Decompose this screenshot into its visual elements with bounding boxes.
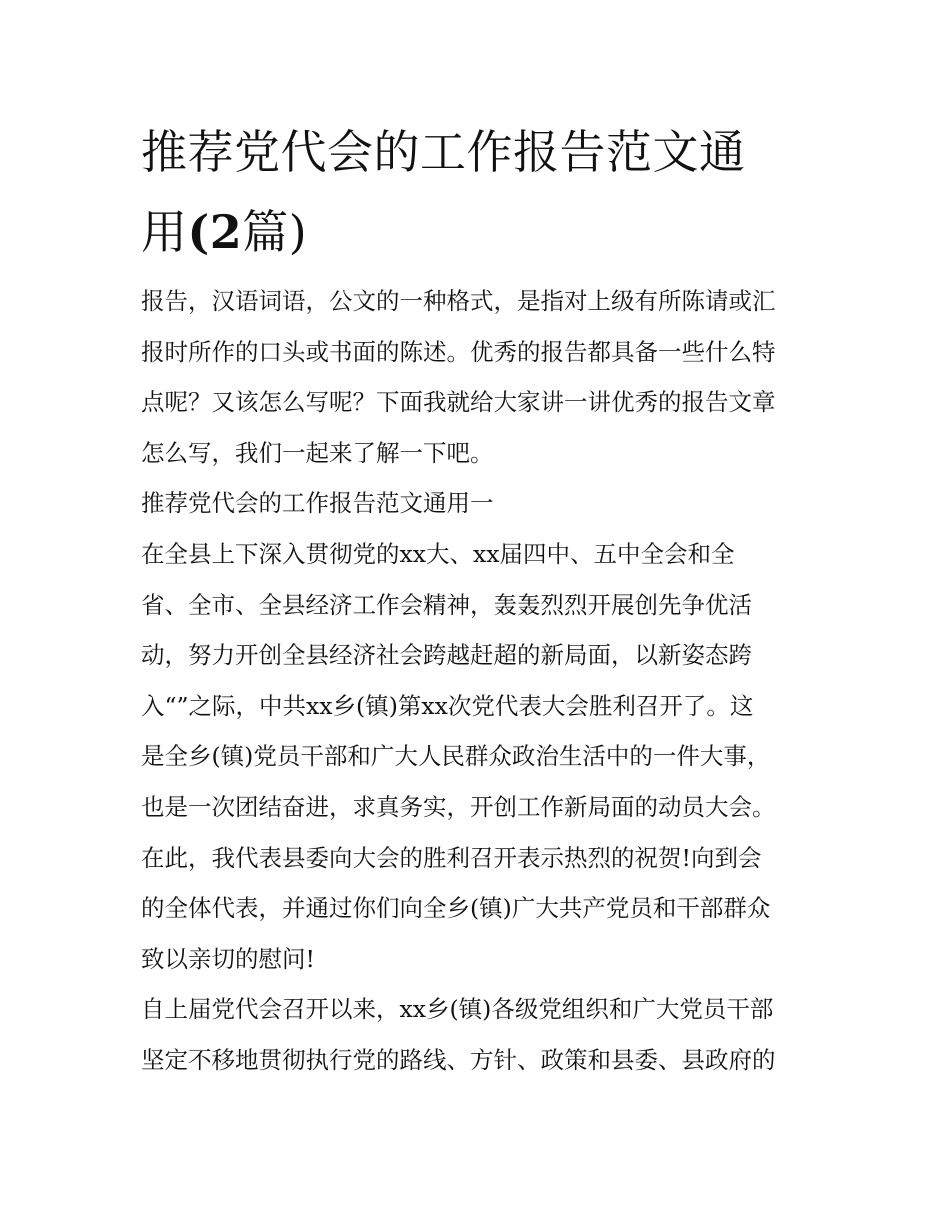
paragraph-line: 是全乡(镇)党员干部和广大人民群众政治生活中的一件大事， [141,742,771,771]
paragraph-line: 怎么写，我们一起来了解一下吧。 [141,438,494,467]
paragraph-line: 在此，我代表县委向大会的胜利召开表示热烈的祝贺!向到会 [141,843,762,872]
paragraph-line: 也是一次团结奋进，求真务实，开创工作新局面的动员大会。 [141,792,776,821]
paragraph-line: 致以亲切的慰问! [141,944,315,973]
paragraph-line: 报告，汉语词语，公文的一种格式，是指对上级有所陈请或汇 [141,287,776,315]
title-line-2-number: (2 [187,205,243,259]
paragraph-line: 省、全市、全县经济工作会精神，轰轰烈烈开展创先争优活 [141,590,752,619]
title-line-2-prefix: 用 [141,205,188,259]
document-body [141,276,821,1086]
paragraph-line: 报时所作的口头或书面的陈述。优秀的报告都具备一些什么特 [141,337,776,366]
document-title [141,112,821,272]
paragraph-line: 点呢？又该怎么写呢？下面我就给大家讲一讲优秀的报告文章 [141,388,776,417]
paragraph-line: 的全体代表，并通过你们向全乡(镇)广大共产党员和干部群众 [141,894,771,923]
paragraph-line: 在全县上下深入贯彻党的xx大、xx届四中、五中全会和全 [141,539,735,568]
paragraph-line: 自上届党代会召开以来，xx乡(镇)各级党组织和广大党员干部 [141,995,774,1024]
paragraph-line: 动，努力开创全县经济社会跨越赶超的新局面，以新姿态跨 [141,641,752,670]
title-line-2-suffix: 篇) [242,205,308,259]
paragraph-line: 坚定不移地贯彻执行党的路线、方针、政策和县委、县政府的 [141,1045,776,1074]
paragraph-line: 入“”之际，中共xx乡(镇)第xx次党代表大会胜利召开了。这 [141,691,754,720]
section-heading: 推荐党代会的工作报告范文通用一 [141,489,494,518]
title-line-1: 推荐党代会的工作报告范文通 [141,125,746,179]
